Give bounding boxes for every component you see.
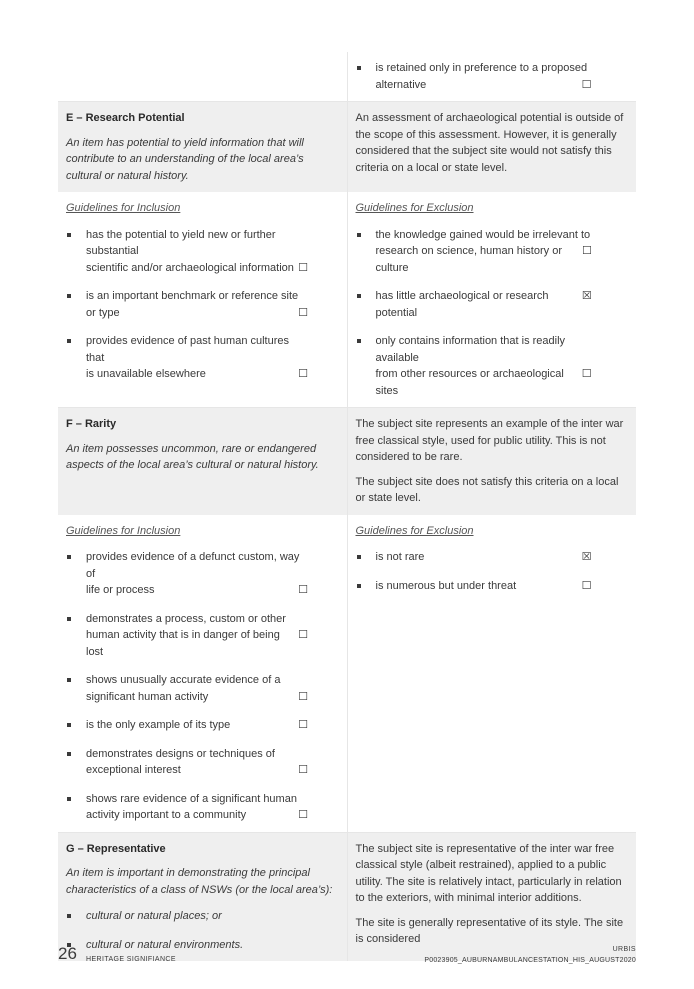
exclusion-guideline-item [356,227,629,277]
guideline-line [86,672,309,689]
guideline-text: has little archaeological or research potential [375,290,549,319]
guideline-line [86,549,309,582]
guideline-text: the knowledge gained would be irrelevant to [375,228,591,241]
guideline-line [86,260,309,277]
bullet-icon [67,339,71,343]
guideline-text: life or process [86,584,155,596]
criterion-item-text: cultural or natural environments. [86,938,244,951]
guideline-text: shows unusually accurate evidence of a [86,674,281,686]
bullet-icon [67,797,71,801]
empty-cell [58,52,347,102]
unchecked-checkbox-icon[interactable]: ☐ [581,578,592,592]
guideline-text: shows rare evidence of a significant human [86,792,297,805]
exclusion-guideline-list [356,549,629,594]
inclusion-title: Guidelines for Inclusion [66,202,181,214]
exclusion-cell [347,52,636,102]
exclusion-title: Guidelines for Exclusion [355,524,474,537]
guideline-line [86,717,309,734]
bullet-icon [357,233,361,237]
guideline-line [86,288,309,305]
guideline-line [86,627,309,660]
assessment-paragraph: The site is generally representative of its style. The site is considered [355,916,624,945]
guideline-line [376,60,593,77]
inclusion-guideline-list [66,549,339,824]
guideline-text: activity important to a community [86,809,247,821]
guideline-text: or type [86,306,120,319]
exclusion-guideline-item [356,60,629,93]
criterion-heading: G – Representative [66,842,166,855]
guideline-text: demonstrates a process, custom or other [86,612,286,625]
guideline-text: significant human activity [86,690,209,703]
page-number: 26 [58,944,77,963]
exclusion-guideline-item [356,549,629,566]
guideline-line [376,77,593,94]
guideline-text: is not rare [375,551,425,563]
guideline-line [86,807,309,824]
heritage-criteria-table [58,52,636,961]
bullet-icon [67,752,71,756]
inclusion-cell [58,515,347,833]
unchecked-checkbox-icon[interactable]: ☐ [298,689,308,703]
inclusion-guideline-item [66,227,339,277]
inclusion-title: Guidelines for Inclusion [66,524,181,537]
inclusion-guideline-item [66,549,339,599]
criterion-item-text: cultural or natural places; or [86,910,222,922]
unchecked-checkbox-icon[interactable]: ☐ [581,367,592,380]
guideline-text: provides evidence of a defunct custom, way of [86,551,300,580]
guideline-line [86,746,309,763]
guideline-text: has the potential to yield new or further substantial [86,228,276,257]
criterion-row-f [58,408,636,515]
bullet-icon [67,555,71,559]
guideline-line [86,689,309,706]
guideline-line [376,366,593,399]
bullet-icon [67,723,71,727]
criterion-cell [58,102,347,193]
unchecked-checkbox-icon[interactable]: ☐ [298,305,308,319]
unchecked-checkbox-icon[interactable]: ☐ [298,260,308,274]
exclusion-guideline-list [356,227,629,400]
guideline-text: is unavailable elsewhere [86,368,206,380]
unchecked-checkbox-icon[interactable]: ☐ [298,808,308,821]
guideline-text: from other resources or archaeological sites [375,368,564,397]
guideline-line [86,366,309,383]
bullet-icon [357,555,361,559]
inclusion-guideline-item [66,611,339,661]
guideline-line [86,333,309,366]
unchecked-checkbox-icon[interactable]: ☐ [298,763,308,776]
guideline-line [376,333,593,366]
guideline-line [86,227,309,260]
criterion-cell [58,408,347,515]
guideline-text: research on science, human history or culture [375,245,562,274]
guideline-line [376,549,593,566]
guideline-text: is numerous but under threat [375,579,517,592]
unchecked-checkbox-icon[interactable]: ☐ [298,718,308,731]
guideline-text: human activity that is in danger of being lost [86,629,280,658]
criterion-item [66,908,339,925]
bullet-icon [357,339,361,343]
guideline-line [86,305,309,322]
guideline-text: is retained only in preference to a proposed [375,62,588,74]
guidelines-row-f [58,515,636,833]
inclusion-guideline-item [66,717,339,734]
criterion-description: An item has potential to yield information that will contribute to an understanding of the local area’s cultural or natural history. [66,136,304,182]
guideline-line [376,227,593,244]
criterion-row-e [58,102,636,193]
guideline-text: is the only example of its type [86,719,231,731]
bullet-icon [67,294,71,298]
inclusion-guideline-list [66,227,339,383]
inclusion-guideline-item [66,288,339,321]
guideline-line [376,243,593,276]
bullet-icon [357,584,361,588]
guideline-text: exceptional interest [86,764,181,776]
guideline-line [86,582,309,599]
page-footer [58,940,636,970]
checked-checkbox-icon[interactable]: ☒ [581,289,592,302]
unchecked-checkbox-icon[interactable]: ☐ [298,628,308,641]
exclusion-guideline-item [356,288,629,321]
criterion-description: An item is important in demonstrating the principal characteristics of a class of NSWs (or the local area’s): [66,867,333,896]
guideline-line [376,288,593,321]
footer-brand: URBIS [612,946,636,953]
bullet-icon [357,66,361,70]
bullet-icon [67,617,71,621]
inclusion-guideline-item [66,672,339,705]
unchecked-checkbox-icon[interactable]: ☐ [581,244,592,257]
guideline-line [86,762,309,779]
bullet-icon [67,233,71,237]
footer-document-id: P0023905_AUBURNAMBULANCESTATION_HIS_AUGUST2020 [424,957,636,964]
inclusion-guideline-item [66,746,339,779]
guideline-text: provides evidence of past human cultures that [86,335,290,364]
guideline-text: scientific and/or archaeological information [86,261,294,274]
unchecked-checkbox-icon[interactable]: ☐ [581,77,592,91]
exclusion-guideline-item [356,333,629,399]
assessment-cell [347,102,636,193]
exclusion-cell [347,192,636,408]
inclusion-guideline-item [66,333,339,383]
unchecked-checkbox-icon[interactable]: ☐ [298,367,308,380]
guideline-text: alternative [375,78,427,91]
checked-checkbox-icon[interactable]: ☒ [581,550,592,563]
exclusion-guideline-item [356,578,629,595]
exclusion-title: Guidelines for Exclusion [355,202,474,214]
assessment-paragraph: The subject site is representative of the inter war free classical style (albeit restrained), applied to a public utility. The site is relatively intact, particularly in relation to the exteriors, with minimal interior additions. [355,842,622,904]
assessment-paragraph: The subject site represents an example of the inter war free classical style, used for public utility. This is not considered to be rare. [355,418,624,463]
bullet-icon [357,294,361,298]
guideline-line [86,611,309,628]
inclusion-guideline-item [66,791,339,824]
assessment-cell [347,408,636,515]
guideline-line [86,791,309,808]
exclusion-guideline-list [356,60,629,93]
inclusion-cell [58,192,347,408]
guideline-line [376,578,593,595]
criterion-heading: E – Research Potential [66,112,185,124]
footer-section-title: HERITAGE SIGNIFIANCE [86,956,176,963]
bullet-icon [67,678,71,682]
criterion-heading: F – Rarity [66,418,117,430]
bullet-icon [67,914,71,918]
guideline-text: only contains information that is readily available [375,335,566,364]
exclusion-cell [347,515,636,833]
guideline-text: demonstrates designs or techniques of [86,747,275,760]
guideline-text: is an important benchmark or reference site [86,290,299,302]
criterion-description: An item possesses uncommon, rare or endangered aspects of the local area’s cultural or natural history. [66,442,319,471]
assessment-paragraph: The subject site does not satisfy this criteria on a local or state level. [355,475,619,504]
assessment-paragraph: An assessment of archaeological potential is outside of the scope of this assessment. However, it is generally considered that the subject site would not satisfy this criteria on a local or state level. [355,112,624,174]
guidelines-row-e [58,192,636,408]
unchecked-checkbox-icon[interactable]: ☐ [298,583,308,596]
table-row [58,52,636,102]
